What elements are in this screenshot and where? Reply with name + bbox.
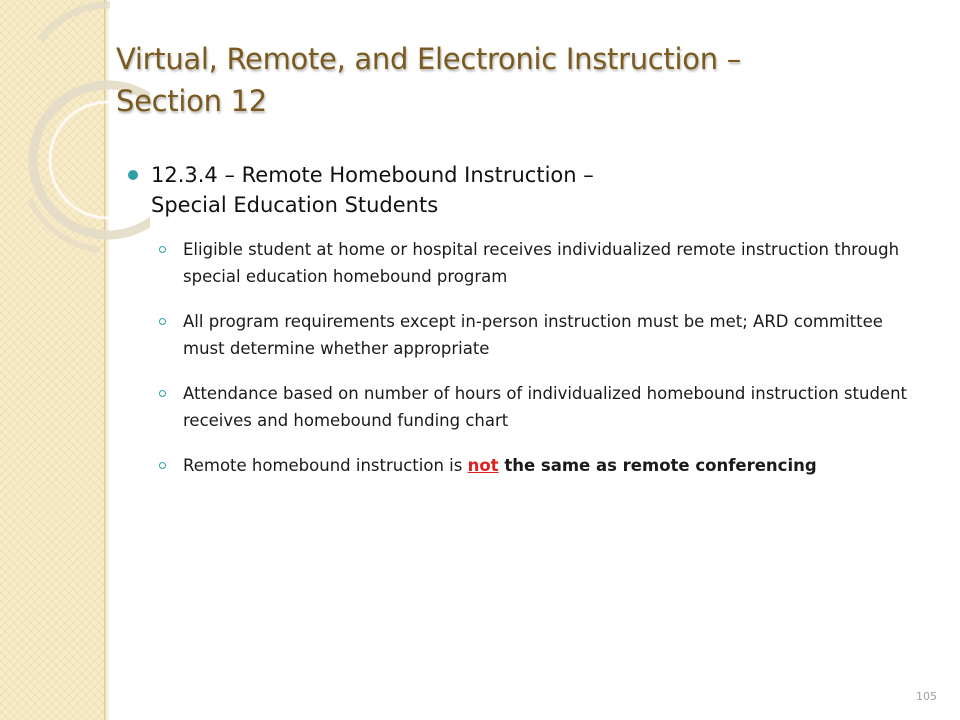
slide-content <box>125 160 925 497</box>
main-bullet <box>125 160 925 220</box>
sub-bullet-list <box>125 236 925 479</box>
slide-title-line-2: Section 12 <box>116 84 267 118</box>
sub-bullet-text: Attendance based on number of hours of individualized homebound instruction student receives and homebound funding chart <box>183 384 907 430</box>
last-bullet-prefix: Remote homebound instruction is <box>183 456 468 475</box>
sub-bullet-item <box>155 308 925 362</box>
sub-bullet-item <box>155 236 925 290</box>
slide-title-line-1: Virtual, Remote, and Electronic Instruction – <box>116 42 741 76</box>
sub-bullet-circle-icon <box>159 462 166 469</box>
slide-title <box>116 38 741 122</box>
sub-bullet-circle-icon <box>159 390 166 397</box>
sub-bullet-circle-icon <box>159 318 166 325</box>
sub-bullet-item-emphasis <box>155 452 925 479</box>
sub-bullet-text: All program requirements except in-person instruction must be met; ARD committee must determine whether appropriate <box>183 312 883 358</box>
main-bullet-line-2: Special Education Students <box>151 193 439 217</box>
page-number: 105 <box>916 690 937 703</box>
last-bullet-suffix: the same as remote conferencing <box>498 456 817 475</box>
sub-bullet-circle-icon <box>159 246 166 253</box>
emphasis-not: not <box>467 456 499 475</box>
sub-bullet-item <box>155 380 925 434</box>
main-bullet-line-1: 12.3.4 – Remote Homebound Instruction – <box>151 163 594 187</box>
sub-bullet-text: Eligible student at home or hospital receives individualized remote instruction through special education homebound program <box>183 240 900 286</box>
bullet-dot-icon <box>128 170 138 180</box>
